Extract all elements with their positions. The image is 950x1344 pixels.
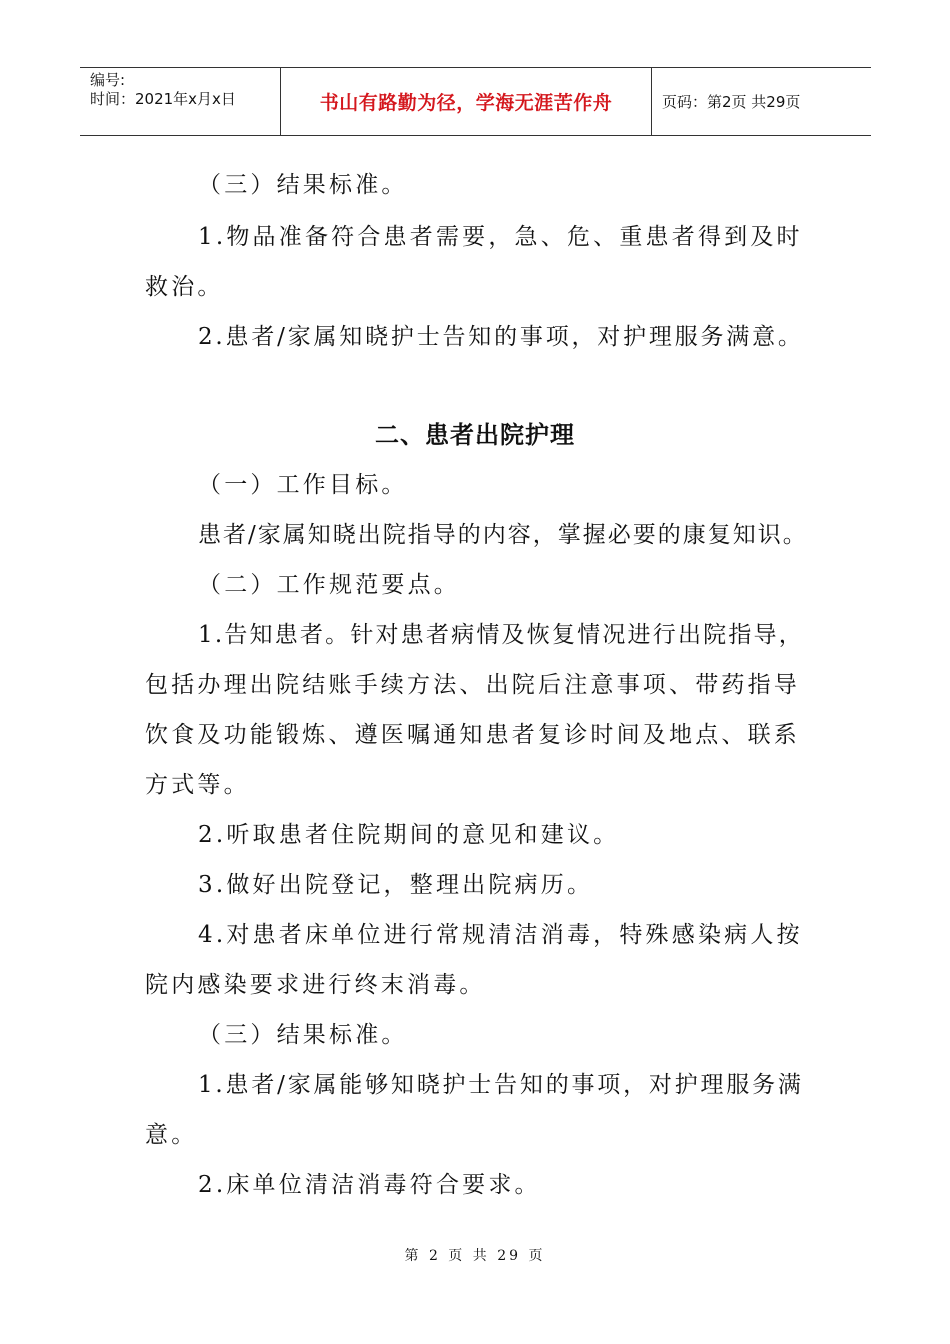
goal-text: 患者/家属知晓出院指导的内容，掌握必要的康复知识。 [198, 522, 808, 548]
norm1-line2: 包括办理出院结账手续方法、出院后注意事项、带药指导 [145, 672, 800, 698]
norm3: 3.做好出院登记，整理出院病历。 [198, 872, 594, 898]
header-motto: 书山有路勤为径，学海无涯苦作舟 [319, 92, 613, 114]
header-meta-cell [80, 68, 280, 135]
document-time-label: 时间：2021年x月x日 [90, 90, 236, 108]
norms-heading: （二）工作规范要点。 [198, 572, 460, 598]
norm2: 2.听取患者住院期间的意见和建议。 [198, 822, 620, 848]
result1-line1: 1.患者/家属能够知晓护士告知的事项，对护理服务满 [198, 1072, 804, 1098]
page-header [80, 67, 871, 136]
result1-line2: 意。 [145, 1122, 198, 1148]
norm1-line1: 1.告知患者。针对患者病情及恢复情况进行出院指导， [198, 622, 804, 648]
prev-item2: 2.患者/家属知晓护士告知的事项，对护理服务满意。 [198, 324, 804, 350]
section-title: 二、患者出院护理 [375, 421, 575, 449]
norm1-line3: 饮食及功能锻炼、遵医嘱通知患者复诊时间及地点、联系 [145, 722, 800, 748]
norm1-line4: 方式等。 [145, 772, 250, 798]
header-page-info: 页码：第2页 共29页 [662, 93, 801, 111]
results-heading: （三）结果标准。 [198, 1022, 408, 1048]
prev-item1-line1: 1.物品准备符合患者需要，急、危、重患者得到及时 [198, 224, 803, 250]
page-footer: 第 2 页 共 29 页 [404, 1248, 546, 1264]
norm4-line1: 4.对患者床单位进行常规清洁消毒，特殊感染病人按 [198, 922, 803, 948]
result2: 2.床单位清洁消毒符合要求。 [198, 1172, 541, 1198]
header-page-cell [652, 68, 871, 135]
norm4-line2: 院内感染要求进行终末消毒。 [145, 972, 486, 998]
document-number-label: 编号: [90, 71, 126, 89]
prev-item1-line2: 救治。 [145, 274, 224, 300]
goal-heading: （一）工作目标。 [198, 472, 408, 498]
header-motto-cell [280, 68, 652, 135]
prev-results-heading: （三）结果标准。 [198, 172, 408, 198]
